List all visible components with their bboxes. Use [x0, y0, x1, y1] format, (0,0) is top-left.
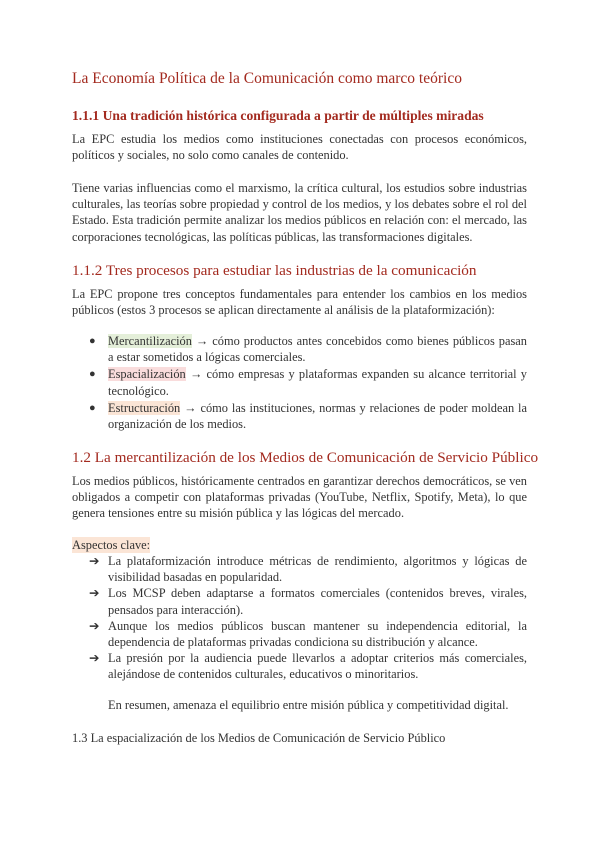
section-112-heading: 1.1.2 Tres procesos para estudiar las industrias de la comunicación: [72, 262, 477, 279]
section-111-paragraph-2: Tiene varias influencias como el marxismo, la crítica cultural, los estudios sobre industrias culturales, las teorías sobre propiedad y control de los medios, y los debates sobre el rol del Estado. Esta tradición permite analizar los medios públicos en relación con: el mercado, las corporaciones tecnológicas, las políticas públicas, las transformaciones digitales.: [72, 181, 527, 244]
term-mercantilizacion: Mercantilización: [108, 334, 192, 348]
list-item-text: → cómo empresas y plataformas expanden su alcance territorial y tecnológico.: [108, 367, 527, 398]
section-112-paragraph: La EPC propone tres conceptos fundamentales para entender los cambios en los medios públicos (estos 3 procesos se aplican directamente al análisis de la plataformización):: [72, 287, 527, 318]
list-item: [72, 400, 527, 432]
list-item-text: La plataformización introduce métricas de rendimiento, algoritmos y lógicas de visibilidad basadas en popularidad.: [108, 554, 527, 585]
list-item-text: Los MCSP deben adaptarse a formatos comerciales (contenidos breves, virales, pensados para interacción).: [108, 586, 527, 617]
aspects-list: [72, 553, 527, 683]
list-item: [72, 585, 527, 617]
arrow-right-icon: ➔: [89, 651, 100, 666]
list-item: [72, 333, 527, 365]
list-item-text: La presión por la audiencia puede llevarlos a adoptar criterios más comerciales, alejándose de contenidos culturales, educativos o minoritarios.: [108, 651, 527, 682]
arrow-right-icon: ➔: [89, 586, 100, 601]
bullet-icon: ●: [89, 368, 96, 381]
list-item: [72, 553, 527, 585]
arrow-right-icon: ➔: [89, 554, 100, 568]
summary-text: En resumen, amenaza el equilibrio entre misión pública y competitividad digital.: [108, 698, 509, 712]
list-item: [72, 366, 527, 398]
term-estructuracion: Estructuración: [108, 400, 181, 415]
arrow-right-icon: ➔: [89, 618, 100, 633]
list-item-text: → cómo las instituciones, normas y relaciones de poder moldean la organización de los medios.: [108, 400, 527, 432]
page-title: La Economía Política de la Comunicación como marco teórico: [72, 70, 462, 87]
list-item-text: → cómo productos antes concebidos como bienes públicos pasan a estar sometidos a lógicas comerciales.: [108, 334, 527, 365]
section-111-paragraph-1: La EPC estudia los medios como instituciones conectadas con procesos económicos, políticos y sociales, no solo como canales de contenido.: [72, 132, 527, 163]
aspects-label: Aspectos clave:: [72, 538, 151, 552]
list-item-text: Aunque los medios públicos buscan mantener su independencia editorial, la dependencia de plataformas privadas condiciona su distribución y alcance.: [108, 618, 527, 650]
list-item: [72, 618, 527, 650]
section-12-heading: 1.2 La mercantilización de los Medios de Comunicación de Servicio Público: [72, 449, 539, 466]
term-espacializacion: Espacialización: [108, 367, 186, 382]
bullet-icon: ●: [89, 335, 96, 347]
process-list: [72, 333, 527, 433]
section-12-paragraph: Los medios públicos, históricamente centrados en garantizar derechos democráticos, se ven obligados a competir con plataformas privadas (YouTube, Netflix, Spotify, Meta), lo que genera tensiones entre su misión pública y las lógicas del mercado.: [72, 474, 527, 521]
section-13-heading: 1.3 La espacialización de los Medios de Comunicación de Servicio Público: [72, 731, 446, 745]
list-item: [72, 650, 527, 682]
section-111-heading: 1.1.1 Una tradición histórica configurada a partir de múltiples miradas: [72, 108, 484, 123]
bullet-icon: ●: [89, 401, 96, 414]
